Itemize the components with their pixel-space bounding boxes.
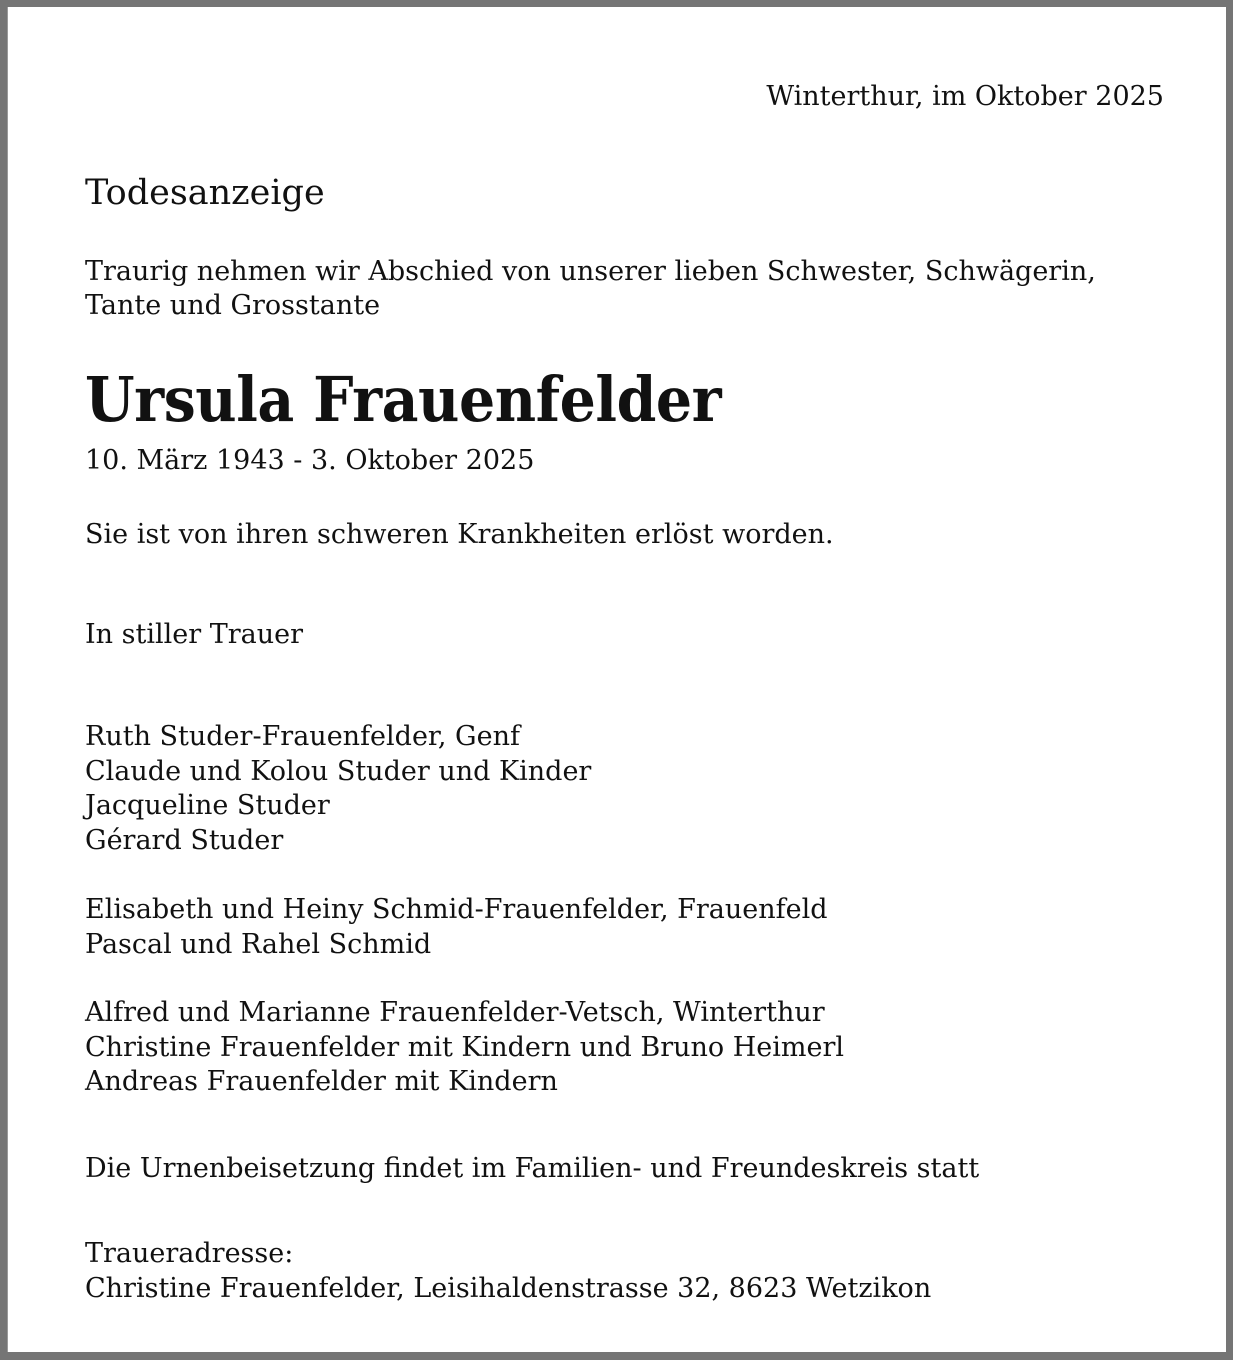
mourning-address	[85, 1237, 931, 1306]
mourner-line: Christine Frauenfelder mit Kindern und Bruno Heimerl	[85, 1031, 845, 1063]
intro-line: Traurig nehmen wir Abschied von unserer lieben Schwester, Schwägerin,	[85, 256, 1096, 287]
burial-notice: Die Urnenbeisetzung findet im Familien- und Freundeskreis statt	[85, 1153, 980, 1184]
family-group-studer	[85, 720, 591, 858]
mourner-line: Alfred und Marianne Frauenfelder-Vetsch, Winterthur	[85, 997, 825, 1028]
mourning-phrase: In stiller Trauer	[85, 619, 304, 650]
deceased-name: Ursula Frauenfelder	[85, 363, 722, 436]
address-label: Traueradresse:	[85, 1238, 294, 1269]
mourner-line: Ruth Studer-Frauenfelder, Genf	[85, 721, 520, 752]
family-group-schmid	[85, 893, 828, 962]
address-value: Christine Frauenfelder, Leisihaldenstrasse 32, 8623 Wetzikon	[85, 1272, 932, 1304]
mourner-line: Jacqueline Studer	[85, 790, 330, 821]
notice-heading: Todesanzeige	[85, 173, 325, 213]
intro-line: Tante und Grosstante	[85, 290, 381, 321]
mourner-line: Gérard Studer	[85, 824, 284, 856]
obituary-page	[7, 7, 1226, 1352]
intro-text	[85, 255, 1096, 323]
family-group-frauenfelder	[85, 996, 844, 1100]
mourner-line: Elisabeth und Heiny Schmid-Frauenfelder, Frauenfeld	[85, 894, 828, 925]
place-date: Winterthur, im Oktober 2025	[766, 81, 1164, 112]
mourner-line: Andreas Frauenfelder mit Kindern	[85, 1066, 558, 1097]
mourner-line: Claude und Kolou Studer und Kinder	[85, 755, 592, 787]
mourner-line: Pascal und Rahel Schmid	[85, 928, 432, 960]
life-dates: 10. März 1943 - 3. Oktober 2025	[85, 445, 535, 476]
memorial-sentence: Sie ist von ihren schweren Krankheiten erlöst worden.	[85, 519, 834, 550]
